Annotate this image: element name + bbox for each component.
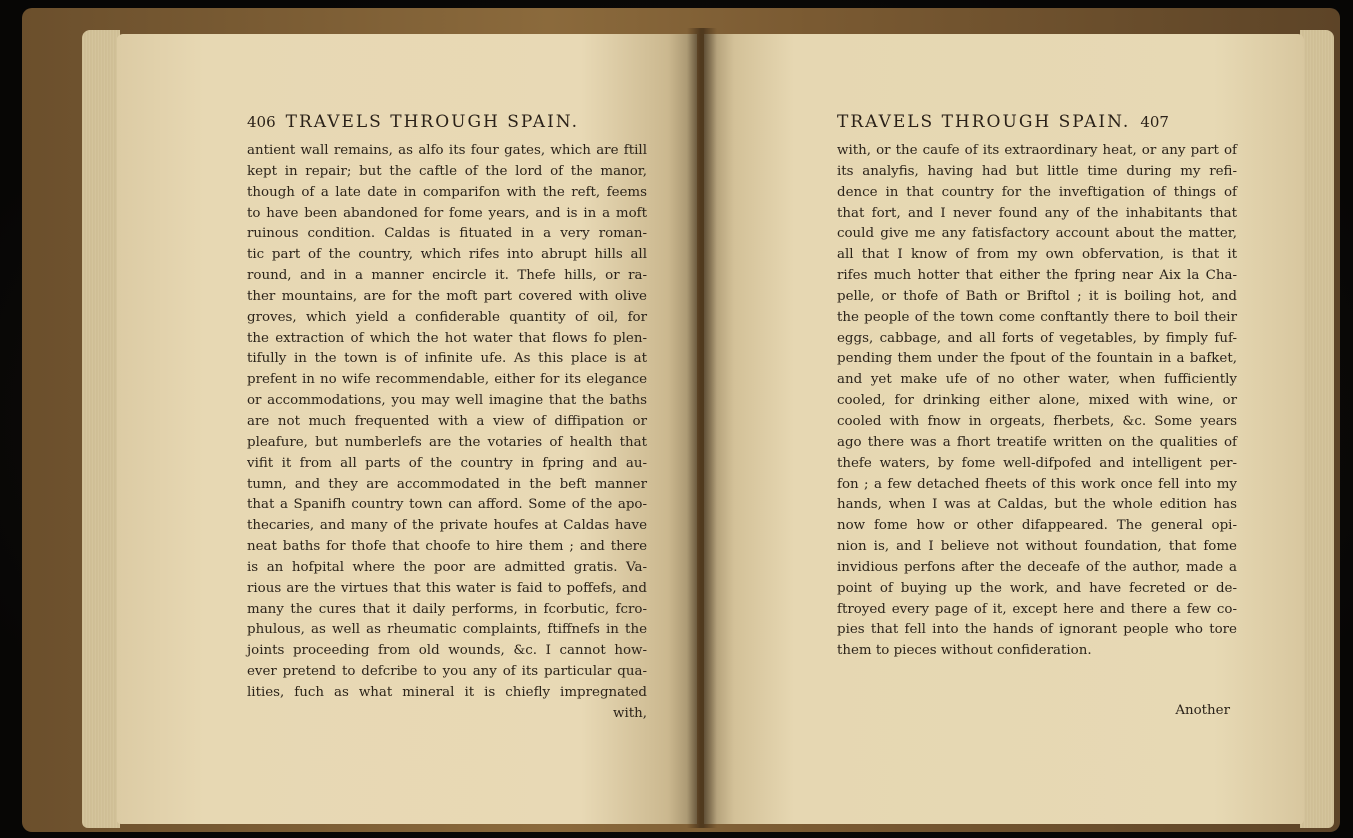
text-line: dence in that country for the inveftigation of things of xyxy=(837,184,1237,200)
text-line: ther mountains, are for the moft part covered with olive xyxy=(247,288,647,304)
text-line: prefent in no wife recommendable, either for its elegance xyxy=(247,372,647,388)
book-gutter xyxy=(687,28,717,828)
text-line: eggs, cabbage, and all forts of vegetables, by fimply fuf- xyxy=(837,330,1237,346)
text-line: tic part of the country, which rifes into abrupt hills all xyxy=(247,247,647,263)
left-running-head xyxy=(247,112,579,132)
text-line: ago there was a fhort treatife written on the qualities of xyxy=(837,434,1237,450)
text-line: that a Spanifh country town can afford. Some of the apo- xyxy=(247,497,647,513)
right-page xyxy=(704,34,1304,824)
text-line: many the cures that it daily performs, in fcorbutic, fcro- xyxy=(247,601,647,617)
text-line: could give me any fatisfactory account about the matter, xyxy=(837,226,1237,242)
left-page-number: 406 xyxy=(247,113,276,131)
text-line: fon ; a few detached fheets of this work once fell into my xyxy=(837,476,1237,492)
text-line: ruinous condition. Caldas is fituated in a very roman- xyxy=(247,226,647,242)
left-body-text xyxy=(247,141,647,725)
left-page xyxy=(117,34,697,824)
text-line: pending them under the fpout of the fountain in a bafket, xyxy=(837,351,1237,367)
text-line: with, or the caufe of its extraordinary heat, or any part of xyxy=(837,143,1237,158)
text-line: ever pretend to defcribe to you any of its particular qua- xyxy=(247,664,647,680)
left-catchword: with, xyxy=(612,705,647,721)
text-line: the extraction of which the hot water that flows fo plen- xyxy=(247,330,647,346)
text-line: cooled, for drinking either alone, mixed with wine, or xyxy=(837,393,1237,409)
text-line: invidious perfons after the deceafe of the author, made a xyxy=(837,559,1237,575)
text-line: rious are the virtues that this water is faid to poffefs, and xyxy=(247,580,647,596)
text-line: thecaries, and many of the private houfes at Caldas have xyxy=(247,518,647,534)
text-line: or accommodations, you may well imagine that the baths xyxy=(247,393,647,409)
text-line: pelle, or thofe of Bath or Briftol ; it is boiling hot, and xyxy=(837,288,1237,304)
left-head-title: TRAVELS THROUGH SPAIN. xyxy=(285,112,579,132)
text-line: thefe waters, by fome well-difpofed and intelligent per- xyxy=(837,455,1237,471)
text-line: ftroyed every page of it, except here and there a few co- xyxy=(837,601,1237,617)
text-line: round, and in a manner encircle it. Thefe hills, or ra- xyxy=(247,268,647,284)
right-body-text xyxy=(837,141,1237,662)
right-head-title: TRAVELS THROUGH SPAIN. xyxy=(837,112,1131,132)
right-running-head xyxy=(837,112,1169,132)
text-line: pleafure, but numberlefs are the votaries of health that xyxy=(247,434,647,450)
text-line: joints proceeding from old wounds, &c. I cannot how- xyxy=(247,643,647,659)
text-line: neat baths for thofe that choofe to hire them ; and there xyxy=(247,539,647,555)
text-line: tifully in the town is of infinite ufe. As this place is at xyxy=(247,351,647,367)
text-line: and yet make ufe of no other water, when fufficiently xyxy=(837,372,1237,388)
text-line: that fort, and I never found any of the inhabitants that xyxy=(837,205,1237,221)
right-page-edges xyxy=(1300,30,1334,828)
text-line: its analyfis, having had but little time during my refi- xyxy=(837,163,1237,179)
text-line: rifes much hotter that either the fpring near Aix la Cha- xyxy=(837,268,1237,284)
text-line: cooled with fnow in orgeats, fherbets, &c. Some years xyxy=(837,413,1237,429)
text-line: hands, when I was at Caldas, but the whole edition has xyxy=(837,497,1237,513)
text-line: are not much frequented with a view of diffipation or xyxy=(247,413,647,429)
text-line: kept in repair; but the caftle of the lord of the manor, xyxy=(247,163,647,179)
right-page-number: 407 xyxy=(1140,113,1169,131)
text-line: though of a late date in comparifon with the reft, feems xyxy=(247,184,647,200)
right-catchword: Another xyxy=(1175,703,1230,718)
text-line: lities, fuch as what mineral it is chiefly impregnated xyxy=(247,684,647,700)
text-line: all that I know of from my own obfervation, is that it xyxy=(837,247,1237,263)
text-line: is an hofpital where the poor are admitted gratis. Va- xyxy=(247,559,647,575)
text-line: groves, which yield a confiderable quantity of oil, for xyxy=(247,309,647,325)
text-line: nion is, and I believe not without foundation, that fome xyxy=(837,539,1237,555)
book-binding xyxy=(22,8,1340,832)
text-line: phulous, as well as rheumatic complaints, ftiffnefs in the xyxy=(247,622,647,638)
text-line: tumn, and they are accommodated in the beft manner xyxy=(247,476,647,492)
text-line: pies that fell into the hands of ignorant people who tore xyxy=(837,622,1237,638)
text-line: vifit it from all parts of the country in fpring and au- xyxy=(247,455,647,471)
text-line: now fome how or other difappeared. The general opi- xyxy=(837,518,1237,534)
text-line: them to pieces without confideration. xyxy=(837,643,1092,659)
text-line: to have been abandoned for fome years, and is in a moft xyxy=(247,205,647,221)
text-line: the people of the town come conftantly there to boil their xyxy=(837,309,1237,325)
text-line: point of buying up the work, and have fecreted or de- xyxy=(837,580,1237,596)
left-page-edges xyxy=(82,30,120,828)
text-line: antient wall remains, as alfo its four gates, which are ftill xyxy=(247,143,647,158)
